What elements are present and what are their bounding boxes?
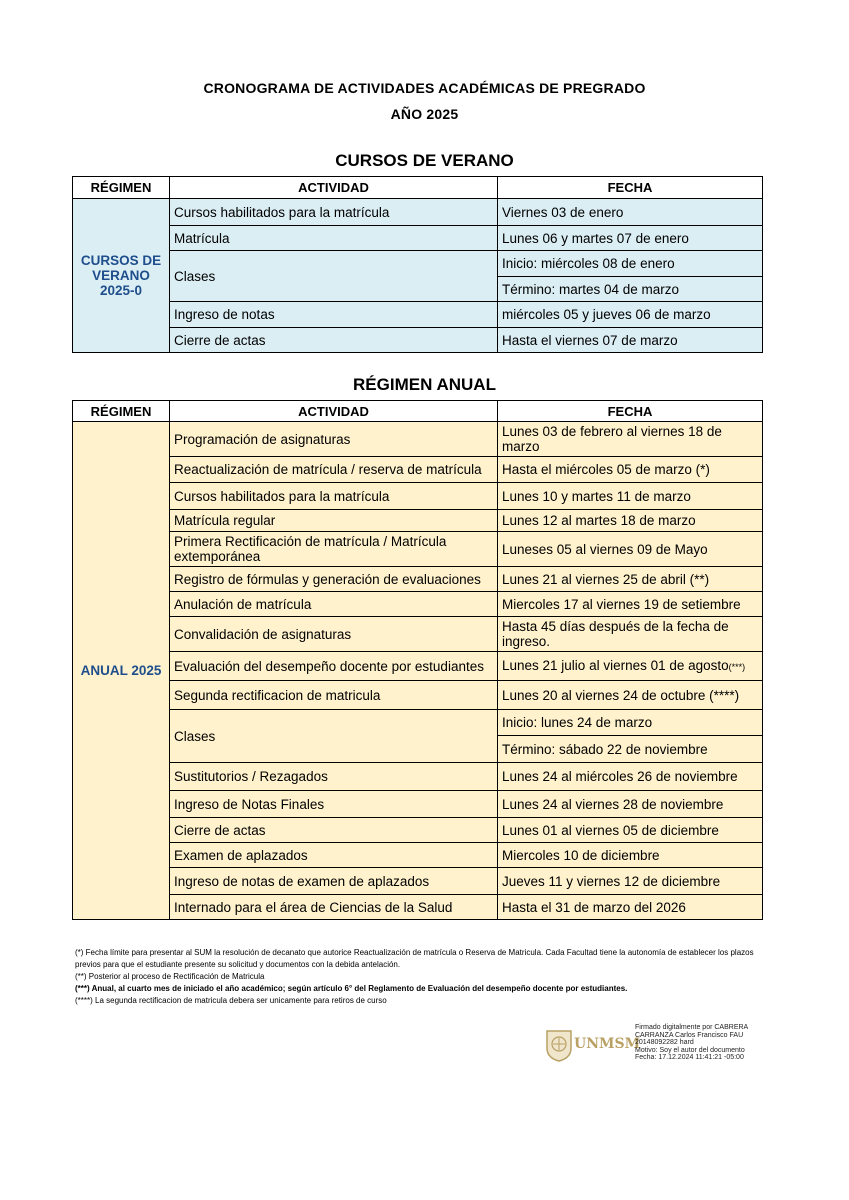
signature-line: CARRANZA Carlos Francisco FAU [635,1031,744,1039]
activity-cell: Sustitutorios / Rezagados [170,763,498,791]
activity-cell: Evaluación del desempeño docente por estudiantes [170,652,498,681]
activity-cell: Programación de asignaturas [170,422,498,457]
date-cell: Hasta el 31 de marzo del 2026 [498,895,763,920]
column-header-regimen: RÉGIMEN [73,401,170,422]
document-title: CRONOGRAMA DE ACTIVIDADES ACADÉMICAS DE PREGRADO [203,80,646,96]
activity-cell: Cursos habilitados para la matrícula [170,199,498,226]
table-row [73,567,763,592]
date-cell: Término: sábado 22 de noviembre [498,736,763,763]
signature-line: 20148092282 hard [635,1039,694,1047]
footnote: (****) La segunda rectificacion de matricula debera ser unicamente para retiros de curso [75,996,387,1005]
date-cell: Lunes 21 al viernes 25 de abril (**) [498,567,763,592]
table-row [73,302,763,328]
date-cell: Lunes 20 al viernes 24 de octubre (****) [498,681,763,710]
date-cell: Lunes 01 al viernes 05 de diciembre [498,818,763,843]
unmsm-logo-text: UNMSM [574,1036,641,1052]
column-header-fecha: FECHA [498,401,763,422]
date-cell: Hasta 45 días después de la fecha de ingreso. [498,617,763,652]
activity-cell: Ingreso de notas [170,302,498,328]
date-cell: Inicio: lunes 24 de marzo [498,710,763,736]
date-cell: Lunes 06 y martes 07 de enero [498,226,763,251]
date-cell: miércoles 05 y jueves 06 de marzo [498,302,763,328]
document-year: AÑO 2025 [390,106,459,122]
table-row [73,592,763,617]
footnote: (**) Posterior al proceso de Rectificación de Matricula [75,972,265,981]
date-cell: Jueves 11 y viernes 12 de diciembre [498,868,763,895]
activity-cell: Anulación de matrícula [170,592,498,617]
table-header-row [73,177,763,199]
activity-cell: Cierre de actas [170,818,498,843]
table-row [73,422,763,457]
activity-cell: Ingreso de notas de examen de aplazados [170,868,498,895]
table-row [73,510,763,532]
digital-signature [544,1024,774,1068]
date-cell: Lunes 12 al martes 18 de marzo [498,510,763,532]
date-cell: Luneses 05 al viernes 09 de Mayo [498,532,763,567]
table-row [73,251,763,277]
date-cell: Lunes 03 de febrero al viernes 18 de marzo [498,422,763,457]
footnotes [75,947,775,1007]
column-header-regimen: RÉGIMEN [73,177,170,199]
signature-line: Firmado digitalmente por CABRERA [635,1024,749,1031]
table-header-row [73,401,763,422]
date-cell: Miercoles 10 de diciembre [498,843,763,868]
activity-cell: Internado para el área de Ciencias de la Salud [170,895,498,920]
university-seal-icon [544,1028,574,1062]
table-row [73,652,763,681]
date-cell: Inicio: miércoles 08 de enero [498,251,763,277]
activity-cell: Clases [170,710,498,763]
table-row [73,328,763,353]
table-row [73,226,763,251]
column-header-actividad: ACTIVIDAD [170,401,498,422]
table-row [73,895,763,920]
activity-cell: Clases [170,251,498,302]
table-row [73,710,763,736]
table-row [73,791,763,818]
table-row [73,818,763,843]
signature-details [635,1024,748,1062]
activity-cell: Registro de fórmulas y generación de evaluaciones [170,567,498,592]
table-row [73,763,763,791]
footnote: (***) Anual, al cuarto mes de iniciado el año académico; según artículo 6° del Reglamento de Evaluación del desempeño docente por estudiantes. [75,984,628,993]
activity-cell: Segunda rectificacion de matricula [170,681,498,710]
date-cell: Lunes 10 y martes 11 de marzo [498,483,763,510]
date-cell: Hasta el viernes 07 de marzo [498,328,763,353]
date-cell: Hasta el miércoles 05 de marzo (*) [498,457,763,483]
activity-cell: Ingreso de Notas Finales [170,791,498,818]
table-row [73,843,763,868]
activity-cell: Examen de aplazados [170,843,498,868]
anual-table [72,400,763,920]
regime-cell-anual: ANUAL 2025 [73,422,170,920]
table-row [73,681,763,710]
date-cell: Lunes 24 al viernes 28 de noviembre [498,791,763,818]
table-row [73,532,763,567]
table-row [73,617,763,652]
section-title-anual: RÉGIMEN ANUAL [353,375,496,394]
regime-cell-verano: CURSOS DE VERANO 2025-0 [73,199,170,353]
signature-line: Motivo: Soy el autor del documento [635,1046,745,1054]
date-cell: Término: martes 04 de marzo [498,277,763,302]
date-cell: Viernes 03 de enero [498,199,763,226]
column-header-fecha: FECHA [498,177,763,199]
activity-cell: Matrícula regular [170,510,498,532]
section-title-verano: CURSOS DE VERANO [335,151,514,170]
date-cell: Miercoles 17 al viernes 19 de setiembre [498,592,763,617]
table-row [73,457,763,483]
activity-cell: Matrícula [170,226,498,251]
column-header-actividad: ACTIVIDAD [170,177,498,199]
footnote: (*) Fecha límite para presentar al SUM la resolución de decanato que autorice Reactualización de matrícula o Reserva de Matricula. Cada Facultad tiene la autonomía de establecer los plazos previos para que el estudiante presente su solicitud y documentos con la debida antelación. [75,948,754,969]
table-row [73,199,763,226]
signature-line: Fecha: 17.12.2024 11:41:21 -05:00 [635,1054,744,1062]
activity-cell: Reactualización de matrícula / reserva de matrícula [170,457,498,483]
date-cell: Lunes 21 julio al viernes 01 de agosto(***) [498,652,763,681]
table-row [73,483,763,510]
verano-table [72,176,763,353]
activity-cell: Cursos habilitados para la matrícula [170,483,498,510]
activity-cell: Convalidación de asignaturas [170,617,498,652]
table-row [73,868,763,895]
activity-cell: Cierre de actas [170,328,498,353]
date-cell: Lunes 24 al miércoles 26 de noviembre [498,763,763,791]
activity-cell: Primera Rectificación de matrícula / Matrícula extemporánea [170,532,498,567]
